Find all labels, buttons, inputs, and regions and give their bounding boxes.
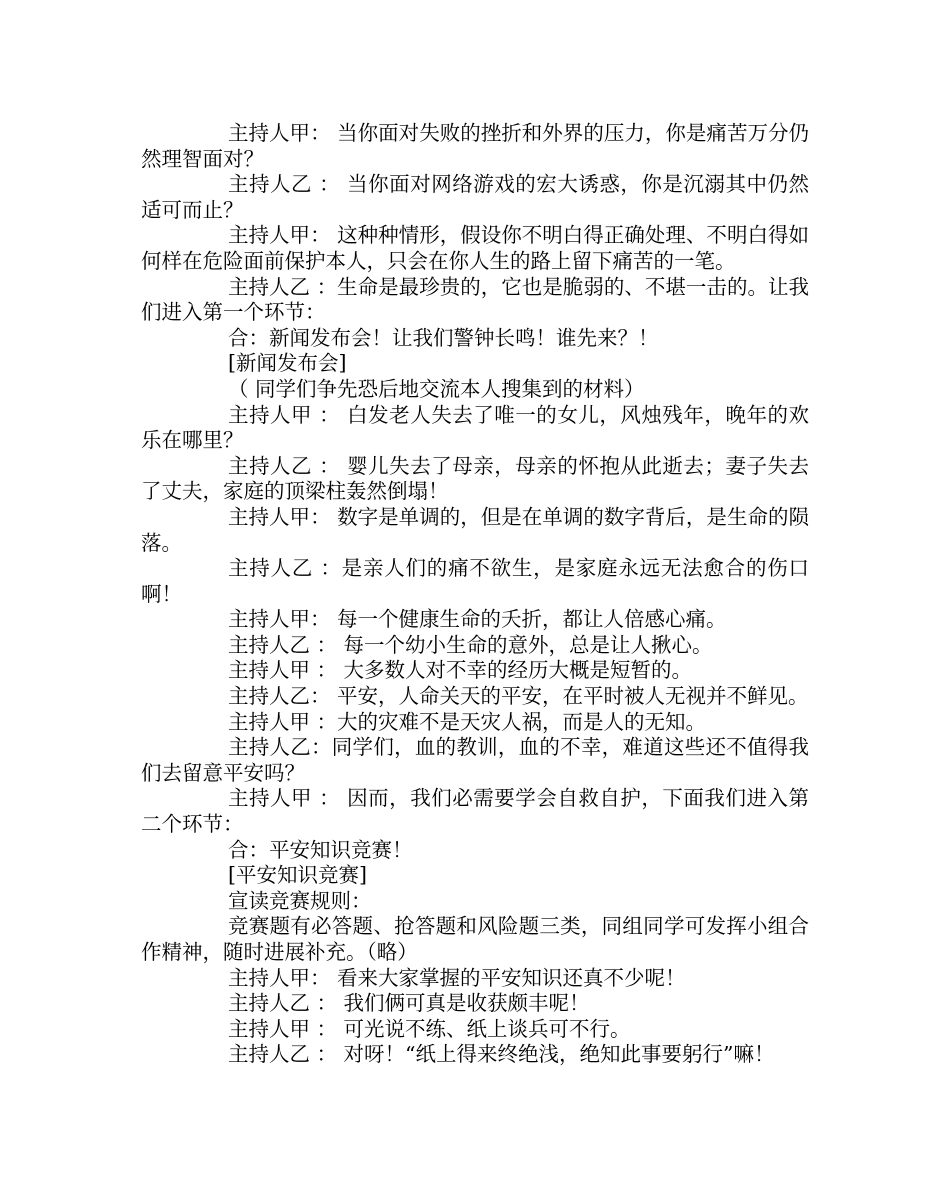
paragraph: 主持人甲： 这种种情形，假设你不明白得正确处理、不明白得如何样在危险面前保护本人，只会在你人生的路上留下痛苦的一笔。 — [141, 223, 809, 273]
paragraph: 主持人乙 ： 每一个幼小生命的意外，总是让人揪心。 — [228, 632, 713, 657]
paragraph: 主持人乙 ： 对呀！“纸上得来终绝浅，绝知此事要躬行”嘛！ — [228, 1042, 775, 1067]
paragraph: 主持人甲： 数字是单调的，但是在单调的数字背后，是生命的陨落。 — [141, 504, 809, 555]
paragraph: 主持人甲 ： 因而，我们必需要学会自救自护，下面我们进入第二个环节： — [141, 786, 809, 837]
section-heading: [新闻发布会] — [228, 351, 347, 376]
paragraph: 主持人乙 ：生命是最珍贵的，它也是脆弱的、不堪一击的。让我们进入第一个环节： — [141, 274, 809, 325]
paragraph: 合：平安知识竞赛！ — [228, 837, 413, 862]
paragraph: 主持人乙： 平安，人命关天的平安，在平时被人无视并不鲜见。 — [228, 684, 809, 709]
stage-direction: （ 同学们争先恐后地交流本人搜集到的材料） — [228, 376, 645, 401]
paragraph: 主持人甲 ： 可光说不练、纸上谈兵可不行。 — [228, 1016, 631, 1041]
paragraph: 宣读竞赛规则： — [228, 888, 372, 913]
paragraph: 合：新闻发布会！让我们警钟长鸣！谁先来？！ — [228, 325, 659, 350]
paragraph: 主持人乙 ：是亲人们的痛不欲生，是家庭永远无法愈合的伤口啊！ — [141, 556, 809, 606]
paragraph: 主持人甲 ：大的灾难不是天灾人祸，而是人的无知。 — [228, 709, 707, 734]
section-heading: [平安知识竞赛] — [228, 863, 367, 888]
paragraph: 主持人乙 ： 婴儿失去了母亲，母亲的怀抱从此逝去；妻子失去了丈夫，家庭的顶梁柱轰然倒塌！ — [141, 453, 809, 504]
paragraph: 主持人甲： 每一个健康生命的夭折，都让人倍感心痛。 — [228, 607, 727, 632]
paragraph: 主持人乙：同学们，血的教训，血的不幸，难道这些还不值得我们去留意平安吗？ — [141, 735, 809, 785]
document-page — [141, 121, 809, 1068]
paragraph: 主持人乙 ： 我们俩可真是收获颇丰呢！ — [228, 991, 590, 1016]
paragraph: 主持人甲： 看来大家掌握的平安知识还真不少呢！ — [228, 965, 686, 990]
paragraph: 主持人甲 ： 大多数人对不幸的经历大概是短暂的。 — [228, 658, 693, 683]
paragraph: 竞赛题有必答题、抢答题和风险题三类，同组同学可发挥小组合作精神，随时进展补充。（略） — [141, 914, 809, 964]
paragraph: 主持人甲 ： 白发老人失去了唯一的女儿，风烛残年，晚年的欢乐在哪里？ — [141, 402, 809, 453]
paragraph: 主持人甲： 当你面对失败的挫折和外界的压力，你是痛苦万分仍然理智面对？ — [141, 121, 809, 171]
paragraph: 主持人乙 ： 当你面对网络游戏的宏大诱惑，你是沉溺其中仍然适可而止？ — [141, 172, 809, 222]
